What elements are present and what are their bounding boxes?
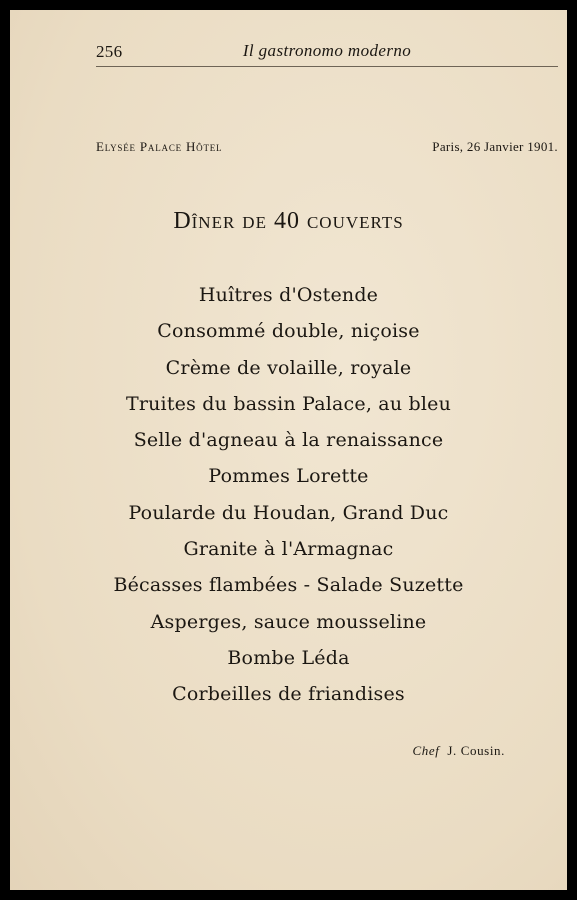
menu-item: Consommé double, niçoise <box>157 320 420 343</box>
menu-meta <box>96 139 558 159</box>
chef-signature <box>413 743 505 759</box>
menu-date: Paris, 26 Janvier 1901. <box>432 139 558 154</box>
menu-item: Bombe Léda <box>227 646 350 669</box>
menu-item: Granite à l'Armagnac <box>183 538 394 561</box>
menu-item: Asperges, sauce mousseline <box>150 610 427 633</box>
menu-list <box>10 282 567 718</box>
book-page <box>10 10 567 890</box>
menu-item: Bécasses flambées - Salade Suzette <box>113 574 464 597</box>
page-number: 256 <box>96 42 123 61</box>
chef-role: Chef <box>412 743 440 758</box>
menu-item: Poularde du Houdan, Grand Duc <box>128 501 449 524</box>
running-header <box>96 40 558 67</box>
menu-item: Huîtres d'Ostende <box>198 284 379 306</box>
menu-item: Crème de volaille, royale <box>165 356 412 379</box>
menu-item: Corbeilles de friandises <box>172 683 405 706</box>
running-title: Il gastronomo moderno <box>242 41 412 60</box>
hotel-name: Elysée Palace Hôtel <box>96 139 223 154</box>
menu-item: Selle d'agneau à la renaissance <box>133 429 444 452</box>
chef-name: J. Cousin. <box>447 743 505 758</box>
menu-title: Dîner de 40 couverts <box>173 208 404 234</box>
menu-item: Pommes Lorette <box>208 465 369 488</box>
menu-item: Truites du bassin Palace, au bleu <box>125 392 452 415</box>
